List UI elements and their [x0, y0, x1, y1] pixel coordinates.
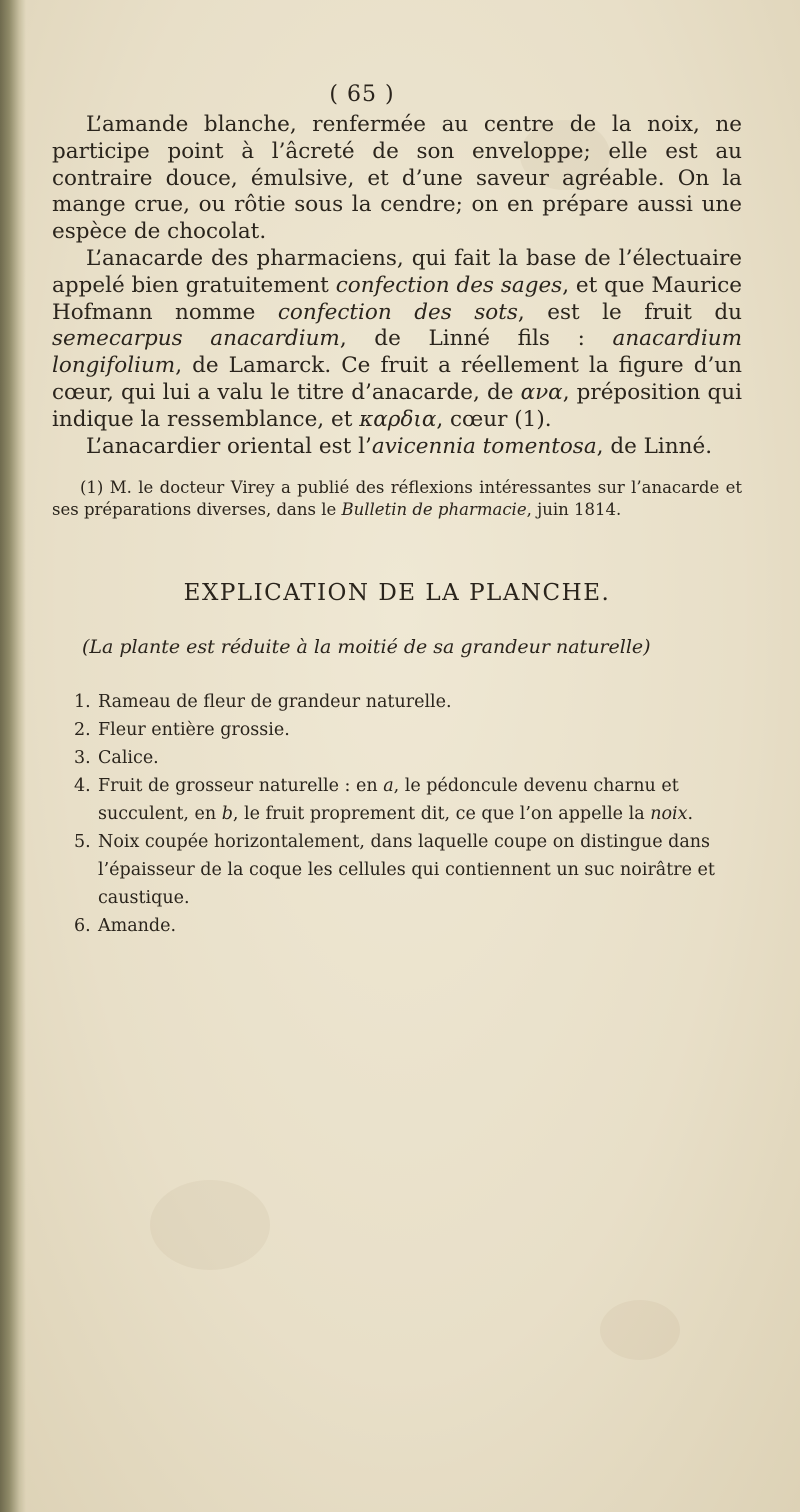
- paper-stain: [600, 1300, 680, 1360]
- text-run: .: [687, 804, 694, 824]
- legend-item-text: [98, 772, 734, 828]
- paragraph: [52, 434, 742, 461]
- italic-text: anacardium longifolium: [52, 326, 742, 379]
- legend-item-number: 5.: [74, 832, 91, 852]
- legend-item: [74, 716, 734, 744]
- legend-item-number: 1.: [74, 692, 91, 712]
- legend-item-text: [98, 744, 734, 772]
- book-spine-shadow: [0, 0, 26, 1512]
- main-text: [52, 112, 742, 460]
- text-run: Fleur entière grossie.: [98, 720, 290, 740]
- text-run: , juin 1814.: [526, 500, 622, 519]
- text-run: , est le fruit du: [517, 299, 742, 325]
- legend-item-number: 6.: [74, 916, 91, 936]
- page-number: ( 65 ): [329, 82, 395, 107]
- legend-item-number: 3.: [74, 748, 91, 768]
- text-run: , le pédoncule devenu charnu et succulent, en: [98, 776, 679, 824]
- text-run: , de Linné.: [596, 433, 713, 459]
- plate-title: EXPLICATION DE LA PLANCHE.: [183, 580, 611, 606]
- text-run: , le fruit proprement dit, ce que l’on appelle la: [232, 804, 651, 824]
- footnote: [52, 477, 742, 521]
- italic-text: confection des sots: [277, 299, 518, 325]
- text-run: L’amande blanche, renfermée au centre de la noix, ne participe point à l’âcreté de son enveloppe; elle est au contraire douce, émulsive, et d’une saveur agréable. On la mange crue, ou rôtie sous la cendre; on en prépare aussi une espèce de chocolat.: [52, 112, 742, 245]
- text-run: , de Linné fils :: [339, 326, 613, 352]
- legend-item-text: [98, 828, 734, 912]
- text-run: , et que Maurice Hofmann nomme: [52, 272, 742, 325]
- italic-text: avicennia tomentosa: [371, 433, 597, 459]
- italic-text: b: [221, 804, 233, 824]
- plate-legend: [74, 688, 734, 940]
- italic-text: noix: [650, 804, 688, 824]
- text-run: , cœur (1).: [436, 406, 552, 432]
- italic-text: Bulletin de pharmacie: [341, 500, 527, 519]
- text-run: Amande.: [98, 916, 177, 936]
- legend-item-text: [98, 716, 734, 744]
- legend-item: [74, 828, 734, 912]
- italic-text: confection des sages: [335, 272, 563, 298]
- italic-text: ανα: [520, 379, 563, 405]
- text-run: L’anacardier oriental est l’: [86, 433, 372, 459]
- legend-item-text: [98, 912, 734, 940]
- text-run: Fruit de grosseur naturelle : en: [98, 776, 384, 796]
- plate-subtitle: (La plante est réduite à la moitié de sa grandeur naturelle): [82, 636, 651, 658]
- legend-item: [74, 688, 734, 716]
- legend-item-number: 4.: [74, 776, 91, 796]
- legend-item: [74, 912, 734, 940]
- paper-stain: [150, 1180, 270, 1270]
- text-run: Rameau de fleur de grandeur naturelle.: [98, 692, 452, 712]
- italic-text: semecarpus anacardium: [52, 326, 340, 352]
- text-run: Noix coupée horizontalement, dans laquelle coupe on distingue dans l’épaisseur de la coque les cellules qui contiennent un suc noirâtre et caustique.: [98, 832, 715, 908]
- text-run: , de Lamarck. Ce fruit a réellement la figure d’un cœur, qui lui a valu le titre d’anacarde, de: [52, 353, 742, 405]
- text-run: (1) M. le docteur Virey a publié des réflexions intéressantes sur l’anacarde et ses préparations diverses, dans le: [52, 478, 742, 519]
- legend-item: [74, 772, 734, 828]
- text-run: L’anacarde des pharmaciens, qui fait la base de l’électuaire appelé bien gratuitement: [52, 245, 742, 298]
- italic-text: a: [383, 776, 394, 796]
- text-run: , préposition qui indique la ressemblance, et: [52, 379, 742, 432]
- legend-item-number: 2.: [74, 720, 91, 740]
- legend-item: [74, 744, 734, 772]
- paragraph: [52, 112, 742, 246]
- legend-item-text: [98, 688, 734, 716]
- italic-text: καρδια: [359, 406, 437, 432]
- text-run: Calice.: [98, 748, 159, 768]
- paragraph: [52, 246, 742, 434]
